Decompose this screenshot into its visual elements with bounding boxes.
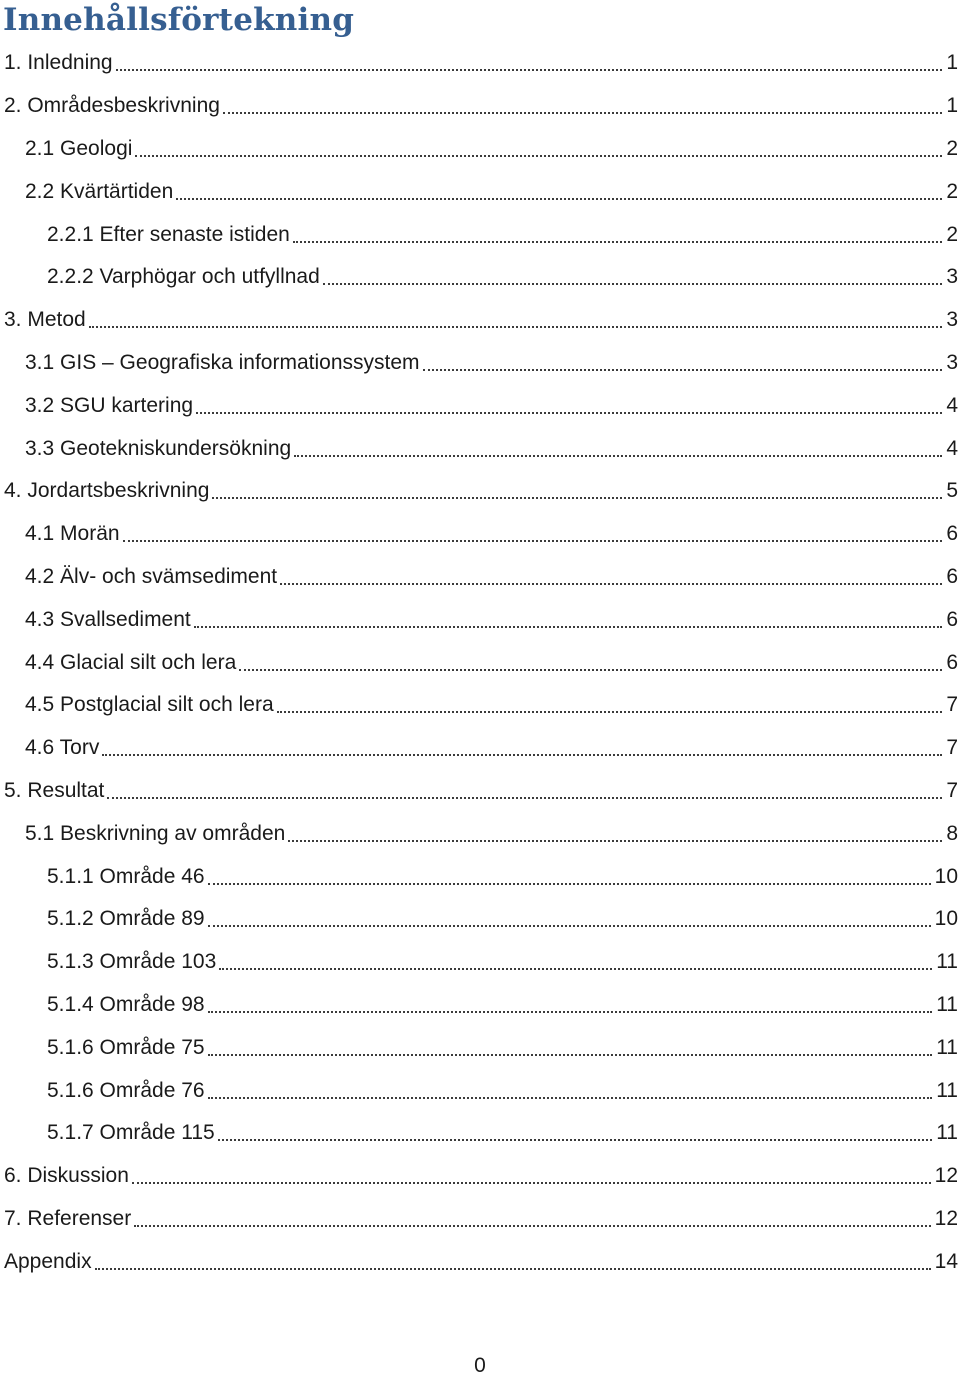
toc-entry-label: 5.1 Beskrivning av områden <box>25 821 286 845</box>
toc-dot-leader <box>208 1091 933 1099</box>
toc-entry-page-number: 6 <box>946 607 958 631</box>
toc-dot-leader <box>134 1219 930 1227</box>
toc-entry[interactable] <box>0 598 960 641</box>
toc-entry-label: 4.3 Svallsediment <box>25 607 191 631</box>
toc-entry-page-number: 2 <box>946 222 958 246</box>
toc-entry[interactable] <box>0 427 960 470</box>
toc-entry-label: 4.4 Glacial silt och lera <box>25 650 237 674</box>
toc-dot-leader <box>223 106 942 114</box>
toc-dot-leader <box>239 663 942 671</box>
toc-dot-leader <box>293 235 943 243</box>
toc-entry-label: 2. Områdesbeskrivning <box>4 94 220 118</box>
table-of-contents <box>0 42 960 1283</box>
toc-dot-leader <box>123 534 943 542</box>
toc-dot-leader <box>196 406 942 414</box>
toc-entry-label: 5.1.7 Område 115 <box>47 1121 215 1145</box>
toc-entry-page-number: 8 <box>946 821 958 845</box>
toc-entry-page-number: 11 <box>936 1078 958 1102</box>
toc-dot-leader <box>95 1262 931 1270</box>
toc-entry[interactable] <box>0 213 960 256</box>
toc-entry-page-number: 3 <box>946 350 958 374</box>
toc-dot-leader <box>102 748 942 756</box>
toc-entry-label: 5.1.3 Område 103 <box>47 950 217 974</box>
toc-entry-page-number: 10 <box>934 864 958 888</box>
toc-dot-leader <box>288 834 942 842</box>
toc-entry-label: 4. Jordartsbeskrivning <box>4 479 210 503</box>
toc-entry-page-number: 12 <box>934 1206 958 1230</box>
toc-dot-leader <box>294 449 942 457</box>
toc-dot-leader <box>176 192 942 200</box>
toc-entry-label: 4.6 Torv <box>25 736 100 760</box>
toc-entry[interactable] <box>0 256 960 299</box>
toc-entry-page-number: 11 <box>936 1121 958 1145</box>
toc-entry-page-number: 10 <box>934 907 958 931</box>
toc-entry-label: 6. Diskussion <box>4 1164 129 1188</box>
toc-dot-leader <box>323 277 943 285</box>
toc-entry-page-number: 1 <box>946 94 958 118</box>
toc-entry[interactable] <box>0 1112 960 1155</box>
toc-entry[interactable] <box>0 641 960 684</box>
toc-dot-leader <box>208 919 931 927</box>
toc-entry-label: 5.1.6 Område 76 <box>47 1078 205 1102</box>
toc-entry-page-number: 7 <box>946 693 958 717</box>
toc-entry-label: 5.1.6 Område 75 <box>47 1035 205 1059</box>
toc-entry[interactable] <box>0 384 960 427</box>
toc-dot-leader <box>277 705 943 713</box>
toc-entry[interactable] <box>0 1026 960 1069</box>
toc-entry[interactable] <box>0 684 960 727</box>
toc-dot-leader <box>116 63 943 71</box>
toc-entry-label: 2.2 Kvärtärtiden <box>25 179 174 203</box>
toc-entry-label: 4.2 Älv- och svämsediment <box>25 564 278 588</box>
toc-entry-page-number: 11 <box>936 950 958 974</box>
toc-entry-page-number: 3 <box>946 308 958 332</box>
toc-entry-label: 2.2.1 Efter senaste istiden <box>47 222 290 246</box>
toc-entry-page-number: 11 <box>936 1035 958 1059</box>
toc-entry[interactable] <box>0 984 960 1027</box>
toc-dot-leader <box>280 577 942 585</box>
toc-entry-page-number: 2 <box>946 136 958 160</box>
toc-entry[interactable] <box>0 128 960 171</box>
toc-entry[interactable] <box>0 170 960 213</box>
toc-entry-page-number: 11 <box>936 992 958 1016</box>
toc-entry[interactable] <box>0 1240 960 1283</box>
toc-entry-page-number: 12 <box>934 1164 958 1188</box>
toc-entry-page-number: 7 <box>946 778 958 802</box>
toc-dot-leader <box>194 620 943 628</box>
toc-entry-label: 3. Metod <box>4 308 86 332</box>
toc-dot-leader <box>135 149 942 157</box>
toc-dot-leader <box>212 491 942 499</box>
toc-entry-page-number: 7 <box>946 736 958 760</box>
toc-dot-leader <box>208 877 931 885</box>
toc-entry-label: 4.1 Morän <box>25 522 120 546</box>
toc-dot-leader <box>218 1133 932 1141</box>
toc-entry-page-number: 6 <box>946 564 958 588</box>
toc-entry-label: 5.1.4 Område 98 <box>47 992 205 1016</box>
toc-entry[interactable] <box>0 342 960 385</box>
toc-entry-label: 2.2.2 Varphögar och utfyllnad <box>47 265 320 289</box>
toc-entry[interactable] <box>0 812 960 855</box>
toc-entry[interactable] <box>0 85 960 128</box>
toc-entry-label: Appendix <box>4 1249 92 1273</box>
toc-entry-page-number: 2 <box>946 179 958 203</box>
toc-entry[interactable] <box>0 470 960 513</box>
toc-entry[interactable] <box>0 898 960 941</box>
toc-entry[interactable] <box>0 770 960 813</box>
toc-dot-leader <box>208 1005 933 1013</box>
toc-dot-leader <box>89 320 943 328</box>
toc-entry-label: 3.2 SGU kartering <box>25 393 194 417</box>
toc-entry-page-number: 5 <box>946 479 958 503</box>
toc-entry-label: 5. Resultat <box>4 778 105 802</box>
toc-entry-label: 7. Referenser <box>4 1206 132 1230</box>
toc-entry-label: 3.3 Geotekniskundersökning <box>25 436 292 460</box>
toc-entry[interactable] <box>0 42 960 85</box>
toc-entry[interactable] <box>0 727 960 770</box>
toc-entry-label: 3.1 GIS – Geografiska informationssystem <box>25 350 420 374</box>
toc-entry[interactable] <box>0 513 960 556</box>
toc-entry-label: 2.1 Geologi <box>25 136 133 160</box>
toc-dot-leader <box>132 1176 931 1184</box>
toc-entry[interactable] <box>0 1155 960 1198</box>
toc-entry-page-number: 4 <box>946 393 958 417</box>
toc-dot-leader <box>208 1048 933 1056</box>
toc-entry[interactable] <box>0 855 960 898</box>
toc-entry-label: 1. Inledning <box>4 51 113 75</box>
toc-entry-label: 5.1.1 Område 46 <box>47 864 205 888</box>
toc-entry-label: 4.5 Postglacial silt och lera <box>25 693 274 717</box>
toc-entry-page-number: 3 <box>946 265 958 289</box>
toc-entry-page-number: 1 <box>946 51 958 75</box>
toc-dot-leader <box>423 363 943 371</box>
page-number: 0 <box>474 1354 486 1377</box>
toc-entry[interactable] <box>0 556 960 599</box>
toc-entry-label: 5.1.2 Område 89 <box>47 907 205 931</box>
toc-entry-page-number: 4 <box>946 436 958 460</box>
toc-entry[interactable] <box>0 941 960 984</box>
toc-entry-page-number: 6 <box>946 522 958 546</box>
toc-entry-page-number: 6 <box>946 650 958 674</box>
toc-dot-leader <box>107 791 942 799</box>
toc-entry[interactable] <box>0 1198 960 1241</box>
toc-dot-leader <box>219 962 932 970</box>
toc-heading: Innehållsförtekning <box>3 2 355 38</box>
toc-entry-page-number: 14 <box>934 1249 958 1273</box>
toc-entry[interactable] <box>0 299 960 342</box>
toc-entry[interactable] <box>0 1069 960 1112</box>
